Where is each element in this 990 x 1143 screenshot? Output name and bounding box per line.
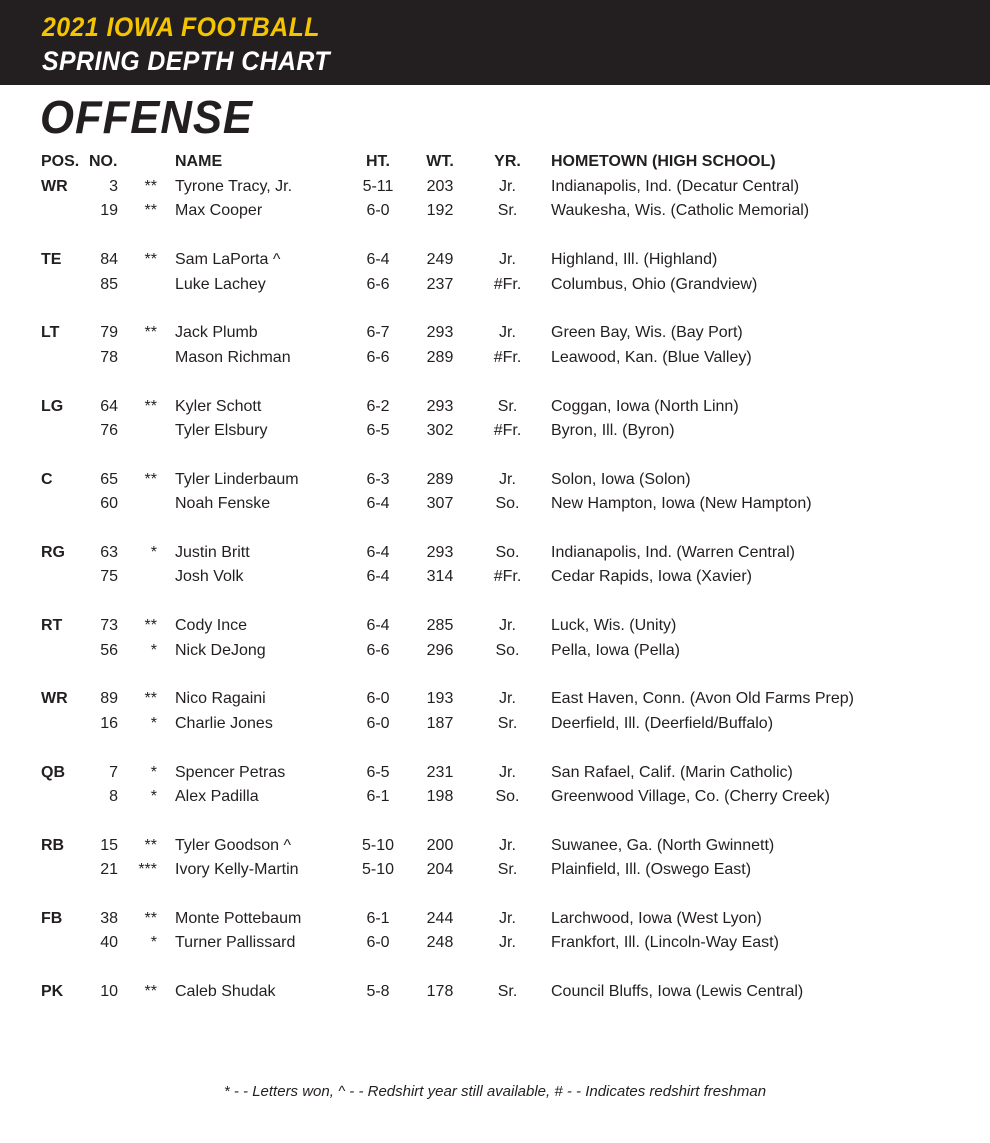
year-cell: Jr. <box>499 910 516 927</box>
year-cell: Jr. <box>499 324 516 342</box>
number-cell: 19 <box>100 202 118 220</box>
weight-cell: 237 <box>426 275 454 293</box>
year-cell: Jr. <box>499 470 516 488</box>
col-header-no: NO. <box>89 153 118 170</box>
hometown-cell: Frankfort, Ill. (Lincoln-Way East) <box>551 934 779 952</box>
position-cell: LT <box>41 324 60 342</box>
number-cell: 84 <box>100 251 118 269</box>
column-header-row <box>0 150 990 174</box>
weight-cell: 285 <box>426 617 454 635</box>
table-row <box>0 931 990 955</box>
footnote: * - - Letters won, ^ - - Redshirt year still available, # - - Indicates redshirt freshman <box>223 1083 767 1100</box>
height-cell: 6-7 <box>366 324 390 342</box>
number-cell: 10 <box>100 983 118 1001</box>
col-header-ht: HT. <box>366 153 390 170</box>
year-cell: Sr. <box>497 861 518 879</box>
col-header-name: NAME <box>175 153 223 170</box>
number-cell: 3 <box>109 178 118 195</box>
hometown-cell: Pella, Iowa (Pella) <box>551 641 680 659</box>
weight-cell: 293 <box>426 397 454 415</box>
hometown-cell: Indianapolis, Ind. (Decatur Central) <box>551 178 800 195</box>
letters-cell: *** <box>138 861 157 879</box>
name-cell: Alex Padilla <box>175 787 259 805</box>
table-row <box>0 907 990 931</box>
hometown-cell: Columbus, Ohio (Grandview) <box>551 275 758 293</box>
header-title-line1: 2021 IOWA FOOTBALL <box>42 12 320 42</box>
weight-cell: 204 <box>426 861 454 879</box>
position-cell: RT <box>41 617 63 635</box>
weight-cell: 314 <box>426 568 454 586</box>
year-cell: #Fr. <box>493 421 522 439</box>
height-cell: 6-5 <box>366 421 390 439</box>
hometown-cell: Luck, Wis. (Unity) <box>551 617 677 635</box>
letters-cell: ** <box>144 690 157 708</box>
weight-cell: 296 <box>426 641 454 659</box>
number-cell: 73 <box>100 617 118 635</box>
year-cell: Sr. <box>497 983 518 1001</box>
position-cell: C <box>41 470 53 488</box>
letters-cell: ** <box>144 617 157 635</box>
number-cell: 78 <box>100 348 118 366</box>
letters-cell: ** <box>144 397 157 415</box>
name-cell: Max Cooper <box>175 202 263 220</box>
weight-cell: 231 <box>426 763 454 781</box>
number-cell: 64 <box>100 397 118 415</box>
year-cell: Sr. <box>497 397 518 415</box>
weight-cell: 178 <box>426 983 454 1001</box>
name-cell: Tyler Goodson ^ <box>175 836 292 854</box>
letters-cell: * <box>150 787 157 805</box>
year-cell: #Fr. <box>493 568 522 586</box>
table-row <box>0 565 990 589</box>
letters-cell: ** <box>144 251 157 269</box>
table-row <box>0 687 990 711</box>
height-cell: 5-10 <box>361 836 395 854</box>
hometown-cell: Larchwood, Iowa (West Lyon) <box>551 910 762 927</box>
letters-cell: ** <box>144 910 157 927</box>
position-cell: RG <box>41 544 65 561</box>
weight-cell: 193 <box>426 690 454 708</box>
table-row <box>0 614 990 638</box>
header-bar <box>0 0 990 85</box>
position-cell: WR <box>41 178 68 195</box>
year-cell: Jr. <box>499 934 516 952</box>
height-cell: 6-3 <box>366 470 390 488</box>
height-cell: 6-2 <box>366 397 390 415</box>
position-cell: LG <box>41 397 64 415</box>
number-cell: 60 <box>100 495 118 513</box>
name-cell: Ivory Kelly-Martin <box>175 861 299 879</box>
table-row <box>0 980 990 1004</box>
number-cell: 79 <box>100 324 118 342</box>
hometown-cell: Highland, Ill. (Highland) <box>551 251 718 269</box>
name-cell: Spencer Petras <box>175 763 286 781</box>
table-row <box>0 858 990 882</box>
name-cell: Charlie Jones <box>175 714 273 732</box>
name-cell: Monte Pottebaum <box>175 910 302 927</box>
hometown-cell: Suwanee, Ga. (North Gwinnett) <box>551 836 775 854</box>
hometown-cell: Deerfield, Ill. (Deerfield/Buffalo) <box>551 714 774 732</box>
letters-cell: * <box>150 544 157 561</box>
height-cell: 6-4 <box>366 617 390 635</box>
table-row <box>0 175 990 199</box>
name-cell: Caleb Shudak <box>175 983 276 1001</box>
name-cell: Jack Plumb <box>175 324 258 342</box>
position-cell: TE <box>41 251 62 269</box>
table-row <box>0 273 990 297</box>
col-header-wt: WT. <box>426 153 454 170</box>
table-row <box>0 395 990 419</box>
col-header-hometown: HOMETOWN (HIGH SCHOOL) <box>551 153 776 170</box>
hometown-cell: Plainfield, Ill. (Oswego East) <box>551 861 752 879</box>
hometown-cell: Green Bay, Wis. (Bay Port) <box>551 324 743 342</box>
hometown-cell: Waukesha, Wis. (Catholic Memorial) <box>551 202 810 220</box>
number-cell: 8 <box>109 787 118 805</box>
year-cell: Jr. <box>499 836 516 854</box>
height-cell: 5-8 <box>366 983 390 1001</box>
letters-cell: ** <box>144 202 157 220</box>
table-row <box>0 541 990 565</box>
section-title: OFFENSE <box>40 91 254 143</box>
number-cell: 7 <box>109 763 118 781</box>
number-cell: 21 <box>100 861 118 879</box>
name-cell: Kyler Schott <box>175 397 262 415</box>
col-header-yr: YR. <box>494 153 521 170</box>
weight-cell: 192 <box>426 202 454 220</box>
letters-cell: * <box>150 763 157 781</box>
name-cell: Cody Ince <box>175 617 248 635</box>
weight-cell: 198 <box>426 787 454 805</box>
col-header-pos: POS. <box>41 153 80 170</box>
height-cell: 6-6 <box>366 275 390 293</box>
weight-cell: 248 <box>426 934 454 952</box>
table-row <box>0 712 990 736</box>
weight-cell: 249 <box>426 251 454 269</box>
number-cell: 85 <box>100 275 118 293</box>
letters-cell: ** <box>144 178 157 195</box>
name-cell: Josh Volk <box>175 568 244 586</box>
position-cell: WR <box>41 690 68 708</box>
year-cell: Jr. <box>499 178 516 195</box>
height-cell: 6-4 <box>366 495 390 513</box>
position-cell: PK <box>41 983 64 1001</box>
number-cell: 15 <box>100 836 118 854</box>
height-cell: 6-6 <box>366 641 390 659</box>
height-cell: 6-0 <box>366 202 390 220</box>
letters-cell: * <box>150 714 157 732</box>
table-row <box>0 834 990 858</box>
hometown-cell: Byron, Ill. (Byron) <box>551 421 675 439</box>
letters-cell: ** <box>144 470 157 488</box>
letters-cell: ** <box>144 324 157 342</box>
weight-cell: 289 <box>426 348 454 366</box>
weight-cell: 200 <box>426 836 454 854</box>
hometown-cell: Leawood, Kan. (Blue Valley) <box>551 348 752 366</box>
hometown-cell: New Hampton, Iowa (New Hampton) <box>551 495 812 513</box>
name-cell: Mason Richman <box>175 348 291 366</box>
year-cell: So. <box>495 544 520 561</box>
height-cell: 6-1 <box>366 787 390 805</box>
hometown-cell: Solon, Iowa (Solon) <box>551 470 691 488</box>
name-cell: Turner Pallissard <box>175 934 296 952</box>
name-cell: Tyler Linderbaum <box>175 470 299 488</box>
table-row <box>0 639 990 663</box>
name-cell: Justin Britt <box>175 544 250 561</box>
height-cell: 6-1 <box>366 910 390 927</box>
position-cell: FB <box>41 910 63 927</box>
year-cell: Jr. <box>499 617 516 635</box>
header-title-line2: SPRING DEPTH CHART <box>42 46 330 76</box>
weight-cell: 302 <box>426 421 454 439</box>
table-row <box>0 321 990 345</box>
year-cell: So. <box>495 495 520 513</box>
hometown-cell: San Rafael, Calif. (Marin Catholic) <box>551 763 793 781</box>
weight-cell: 307 <box>426 495 454 513</box>
table-row <box>0 346 990 370</box>
number-cell: 76 <box>100 421 118 439</box>
hometown-cell: Council Bluffs, Iowa (Lewis Central) <box>551 983 804 1001</box>
year-cell: #Fr. <box>493 275 522 293</box>
year-cell: Jr. <box>499 763 516 781</box>
weight-cell: 289 <box>426 470 454 488</box>
table-row <box>0 761 990 785</box>
name-cell: Nico Ragaini <box>175 690 266 708</box>
position-cell: RB <box>41 836 65 854</box>
letters-cell: ** <box>144 983 157 1001</box>
year-cell: Sr. <box>497 714 518 732</box>
year-cell: Jr. <box>499 690 516 708</box>
table-row <box>0 419 990 443</box>
year-cell: So. <box>495 787 520 805</box>
height-cell: 6-5 <box>366 763 390 781</box>
number-cell: 63 <box>100 544 118 561</box>
height-cell: 6-0 <box>366 934 390 952</box>
height-cell: 6-4 <box>366 251 390 269</box>
hometown-cell: Coggan, Iowa (North Linn) <box>551 397 739 415</box>
number-cell: 56 <box>100 641 118 659</box>
name-cell: Luke Lachey <box>175 275 266 293</box>
hometown-cell: East Haven, Conn. (Avon Old Farms Prep) <box>551 690 854 708</box>
number-cell: 40 <box>100 934 118 952</box>
year-cell: #Fr. <box>493 348 522 366</box>
hometown-cell: Greenwood Village, Co. (Cherry Creek) <box>551 787 830 805</box>
letters-cell: * <box>150 934 157 952</box>
name-cell: Tyrone Tracy, Jr. <box>175 178 293 195</box>
height-cell: 6-4 <box>366 544 390 561</box>
year-cell: Sr. <box>497 202 518 220</box>
weight-cell: 203 <box>426 178 454 195</box>
hometown-cell: Cedar Rapids, Iowa (Xavier) <box>551 568 752 586</box>
table-row <box>0 248 990 272</box>
hometown-cell: Indianapolis, Ind. (Warren Central) <box>551 544 795 561</box>
name-cell: Nick DeJong <box>175 641 266 659</box>
weight-cell: 293 <box>426 544 454 561</box>
table-row <box>0 199 990 223</box>
year-cell: Jr. <box>499 251 516 269</box>
weight-cell: 293 <box>426 324 454 342</box>
position-cell: QB <box>41 763 65 781</box>
table-row <box>0 785 990 809</box>
number-cell: 16 <box>100 714 118 732</box>
name-cell: Sam LaPorta ^ <box>175 251 281 269</box>
letters-cell: * <box>150 641 157 659</box>
height-cell: 5-10 <box>361 861 395 879</box>
height-cell: 5-11 <box>362 178 394 195</box>
name-cell: Noah Fenske <box>175 495 271 513</box>
weight-cell: 187 <box>426 714 454 732</box>
table-row <box>0 492 990 516</box>
height-cell: 6-4 <box>366 568 390 586</box>
height-cell: 6-6 <box>366 348 390 366</box>
letters-cell: ** <box>144 836 157 854</box>
name-cell: Tyler Elsbury <box>175 421 268 439</box>
year-cell: So. <box>495 641 520 659</box>
number-cell: 38 <box>100 910 118 927</box>
number-cell: 75 <box>100 568 118 586</box>
height-cell: 6-0 <box>366 690 390 708</box>
height-cell: 6-0 <box>366 714 390 732</box>
table-row <box>0 468 990 492</box>
weight-cell: 244 <box>426 910 454 927</box>
number-cell: 65 <box>100 470 118 488</box>
number-cell: 89 <box>100 690 118 708</box>
